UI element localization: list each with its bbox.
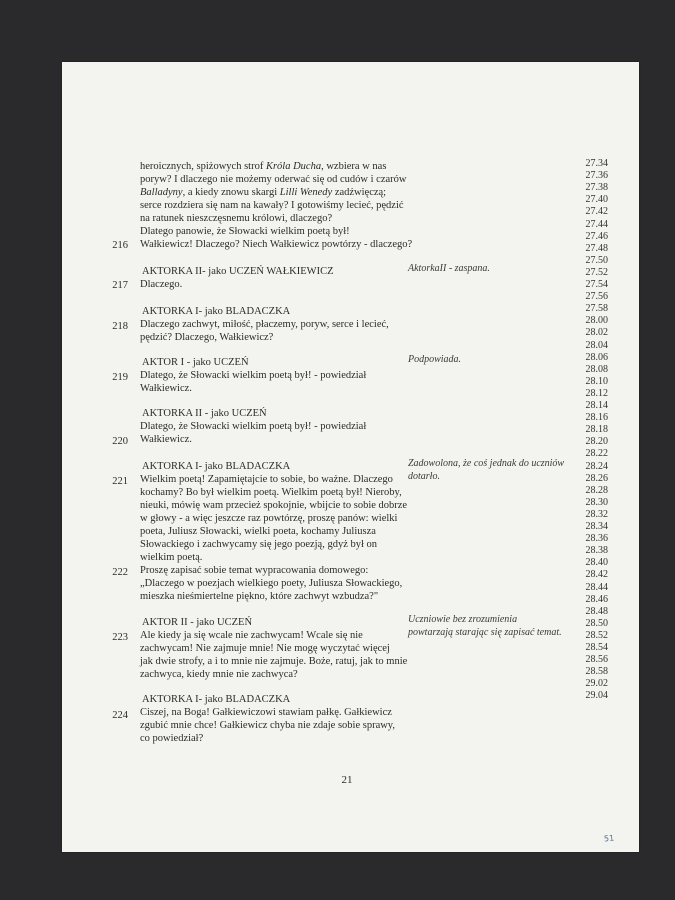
pencil-mark: 51	[603, 833, 615, 844]
line-number-221: 221	[112, 476, 128, 487]
dialogue-line: Proszę zapisać sobie temat wypracowania domowego:	[140, 565, 369, 576]
intro-line-4: serce rozdziera się nam na kawały? I gotowiśmy lecieć, pędzić	[140, 200, 404, 211]
timecode: 28.50	[585, 617, 608, 629]
stage-direction: Podpowiada.	[408, 354, 462, 365]
line-number-222: 222	[112, 567, 128, 578]
timecode: 28.42	[585, 569, 608, 581]
intro-line-1: heroicznych, spiżowych strof Króla Ducha, wzbiera w nas	[140, 161, 387, 172]
line-number-216: 216	[112, 240, 128, 251]
timecode: 28.44	[585, 581, 608, 593]
dialogue-line: kochamy? Bo był wielkim poetą. Wielkim poetą był! Nieroby,	[140, 487, 402, 498]
timecode: 28.22	[585, 448, 608, 460]
speaker-heading: AKTOR I - jako UCZEŃ	[142, 357, 249, 368]
timecode: 28.10	[585, 375, 608, 387]
timecode: 28.38	[585, 545, 608, 557]
dialogue-line: mieszka nieśmiertelne piękno, które zachwyt wzbudza?"	[140, 591, 379, 602]
timecode: 28.30	[585, 496, 608, 508]
timecode: 28.00	[585, 315, 608, 327]
timecode: 28.40	[585, 557, 608, 569]
timecode: 28.06	[585, 351, 608, 363]
timecode: 28.28	[585, 484, 608, 496]
speaker-heading: AKTORKA I- jako BLADACZKA	[142, 694, 291, 705]
timecode: 27.42	[585, 206, 608, 218]
dialogue-line: zgubić mnie chce! Gałkiewicz chyba nie zdaje sobie sprawy,	[140, 720, 395, 731]
stage-direction: dotarło.	[408, 471, 440, 482]
line-number-223: 223	[112, 632, 128, 643]
speaker-heading: AKTORKA II - jako UCZEŃ	[142, 408, 267, 419]
timecode: 27.34	[585, 158, 608, 169]
dialogue-line: Słowackiego i zachwycamy się jego poezją, gdyż był on	[140, 539, 378, 550]
dialogue-line: Ale kiedy ja się wcale nie zachwycam! Wcale się nie	[140, 630, 363, 641]
page-number: 21	[341, 774, 353, 786]
timecode: 28.36	[585, 533, 608, 545]
line-number-224: 224	[112, 710, 128, 721]
dialogue-line: wielkim poetą.	[140, 552, 203, 563]
dialogue-line: poeta, Juliusz Słowacki, wielki poeta, kochamy Juliusza	[140, 526, 376, 537]
line-number-220: 220	[112, 436, 128, 447]
timecode: 27.46	[585, 230, 608, 242]
dialogue-line: Wałkiewicz.	[140, 434, 192, 445]
timecode: 27.50	[585, 254, 608, 266]
intro-line-2: poryw? I dlaczego nie możemy oderwać się od cudów i czarów	[140, 174, 407, 185]
stage-direction: powtarzają starając się zapisać temat.	[408, 627, 562, 638]
timecode: 28.14	[585, 400, 608, 411]
dialogue-line: co powiedział?	[140, 733, 204, 744]
dialogue-line: Ciszej, na Boga! Gałkiewiczowi stawiam pałkę. Gałkiewicz	[140, 707, 392, 718]
intro-line-5: na ratunek nieszczęsnemu królowi, dlaczego?	[140, 213, 333, 224]
speaker-heading: AKTORKA I- jako BLADACZKA	[142, 306, 291, 317]
dialogue-line: nieuki, mówię wam przecież spokojnie, wbijcie to sobie dobrze	[140, 500, 408, 511]
timecode: 27.54	[585, 279, 608, 290]
timecode: 28.16	[585, 412, 608, 424]
timecode: 28.34	[585, 521, 608, 532]
timecode: 28.56	[585, 654, 608, 666]
dialogue-line: Dlaczego zachwyt, miłość, płaczemy, poryw, serce i lecieć,	[140, 319, 389, 330]
timecode: 28.08	[585, 363, 608, 375]
dialogue-line: w głowy - a więc jeszcze raz powtórzę, proszę panów: wielki	[140, 513, 398, 524]
timecode: 28.54	[585, 642, 608, 653]
timecode: 28.52	[585, 629, 608, 641]
timecode: 28.02	[585, 327, 608, 339]
timecode: 28.32	[585, 508, 608, 520]
dialogue-line: „Dlaczego w poezjach wielkiego poety, Juliusza Słowackiego,	[140, 578, 403, 589]
timecode: 27.48	[585, 242, 608, 254]
line-number-219: 219	[112, 372, 128, 383]
timecode: 28.46	[585, 593, 608, 605]
timecode: 29.02	[585, 678, 608, 690]
dialogue-line: Wałkiewicz.	[140, 383, 192, 394]
dialogue-line: pędzić? Dlaczego, Wałkiewicz?	[140, 332, 274, 343]
timecode: 28.04	[585, 339, 608, 351]
dialogue-line: zachwycam! Nie zajmuje mnie! Nie mogę wyczytać więcej	[140, 643, 390, 654]
speaker-heading: AKTOR II - jako UCZEŃ	[142, 617, 253, 628]
document-page	[62, 62, 639, 852]
timecode: 27.56	[585, 291, 608, 303]
line-number-218: 218	[112, 321, 128, 332]
intro-line-6: Dlatego panowie, że Słowacki wielkim poetą był!	[140, 226, 350, 237]
timecode: 27.44	[585, 218, 608, 230]
intro-line-3: Balladyny, a kiedy znowu skargi Lilli Wenedy zadźwięczą;	[140, 187, 387, 198]
dialogue-line: jak dwie strofy, a i to mnie nie zajmuje. Boże, ratuj, jak to mnie	[140, 656, 408, 667]
dialogue-line: Dlatego, że Słowacki wielkim poetą był! - powiedział	[140, 421, 367, 432]
timecode: 27.38	[585, 182, 608, 194]
dialogue-line: zachwyca, kiedy mnie nie zachwyca?	[140, 669, 298, 680]
timecode: 27.40	[585, 194, 608, 206]
timecode: 27.36	[585, 170, 608, 182]
stage-direction: AktorkaII - zaspana.	[408, 263, 490, 274]
timecode: 28.24	[585, 460, 608, 472]
timecode: 27.52	[585, 266, 608, 278]
timecode: 28.48	[585, 605, 608, 617]
stage-direction: Uczniowie bez zrozumienia	[408, 614, 518, 625]
stage-direction: Zadowolona, że coś jednak do uczniów	[408, 458, 565, 469]
speaker-heading: AKTORKA II- jako UCZEŃ WAŁKIEWICZ	[142, 266, 334, 277]
timecode: 28.26	[585, 472, 608, 484]
timecode: 29.04	[585, 690, 608, 702]
timecode: 27.58	[585, 303, 608, 315]
timecode: 28.18	[585, 424, 608, 436]
timecode: 28.58	[585, 666, 608, 678]
timecode: 28.12	[585, 387, 608, 399]
speaker-heading: AKTORKA I- jako BLADACZKA	[142, 461, 291, 472]
dialogue-line: Dlatego, że Słowacki wielkim poetą był! - powiedział	[140, 370, 367, 381]
dialogue-line: Dlaczego.	[140, 279, 183, 290]
dialogue-line: Wielkim poetą! Zapamiętajcie to sobie, bo ważne. Dlaczego	[140, 474, 393, 485]
timecode: 28.20	[585, 436, 608, 448]
line-number-217: 217	[112, 280, 128, 291]
dialogue-line: Wałkiewicz! Dlaczego? Niech Wałkiewicz powtórzy - dlaczego?	[140, 239, 413, 250]
